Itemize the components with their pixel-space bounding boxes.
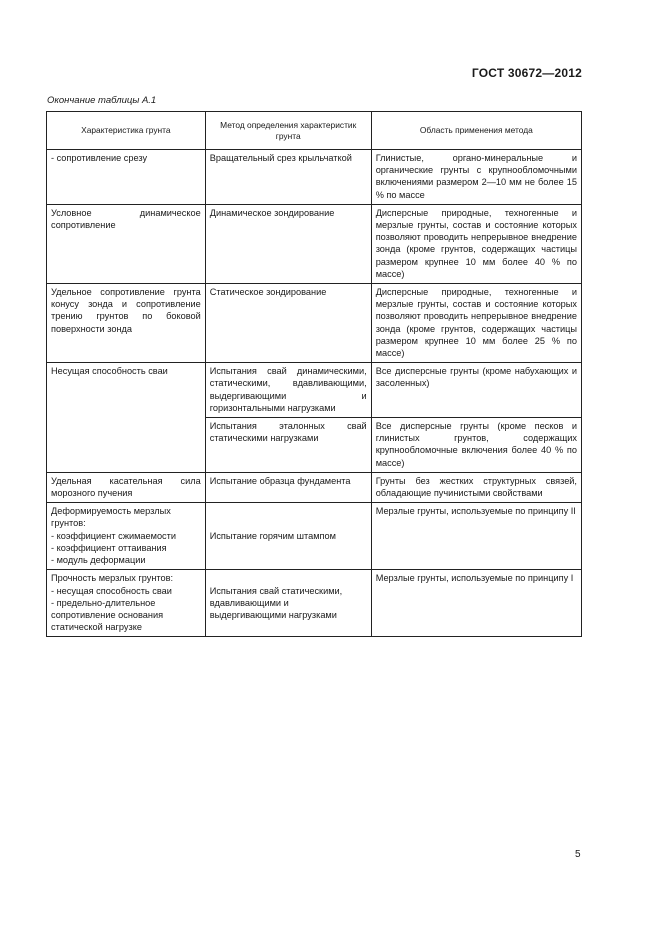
cell-characteristic: - сопротивление срезу [47, 150, 206, 205]
column-header-area: Область применения метода [371, 112, 581, 150]
table-row [47, 284, 582, 363]
cell-characteristic [47, 570, 206, 637]
characteristic-line: Деформируемость мерзлых грунтов: [51, 506, 171, 529]
cell-method: Динамическое зондирование [205, 204, 371, 283]
cell-area: Мерзлые грунты, используемые по принципу I [371, 570, 581, 637]
cell-characteristic: Несущая способность сваи [47, 363, 206, 473]
cell-method: Испытания свай статическими, вдавливающими и выдергивающими нагрузками [205, 570, 371, 637]
cell-area: Мерзлые грунты, используемые по принципу II [371, 503, 581, 570]
cell-method: Статическое зондирование [205, 284, 371, 363]
table-header-row [47, 112, 582, 150]
cell-characteristic: Удельное сопротивление грунта конусу зонда и сопротивление трению грунтов по боковой поверхности зонда [47, 284, 206, 363]
table-row [47, 150, 582, 205]
characteristic-line: - несущая способность сваи [51, 585, 172, 596]
table-row [47, 570, 582, 637]
characteristic-line: - коэффициент оттаивания [51, 542, 167, 553]
table-row [47, 503, 582, 570]
column-header-characteristic: Характеристика грунта [47, 112, 206, 150]
cell-area: Дисперсные природные, техногенные и мерзлые грунты, состав и состояние которых позволяют проводить непрерывное внедрение зонда (кроме грунтов, содержащих частицы размером крупнее 10 мм более 25 % по массе) [371, 284, 581, 363]
cell-characteristic [47, 503, 206, 570]
characteristic-line: - модуль деформации [51, 555, 146, 566]
methods-table [46, 111, 582, 637]
cell-area: Все дисперсные грунты (кроме набухающих и засоленных) [371, 363, 581, 418]
table-row [47, 472, 582, 502]
table-row [47, 363, 582, 418]
standard-number: ГОСТ 30672—2012 [471, 66, 582, 80]
cell-characteristic: Удельная касательная сила морозного пучения [47, 472, 206, 502]
characteristic-line: Прочность мерзлых грунтов: [51, 573, 174, 584]
column-header-method: Метод определения характеристик грунта [205, 112, 371, 150]
cell-area: Все дисперсные грунты (кроме песков и глинистых грунтов, содержащих крупнообломочные включения более 40 % по массе) [371, 418, 581, 473]
cell-characteristic: Условное динамическое сопротивление [47, 204, 206, 283]
table-caption: Окончание таблицы А.1 [47, 95, 157, 106]
characteristic-line: - коэффициент сжимаемости [51, 530, 176, 541]
cell-method: Испытания свай динамическими, статическими, вдавливающими, выдергивающими и горизонтальными нагрузками [205, 363, 371, 418]
cell-area: Грунты без жестких структурных связей, обладающие пучинистыми свойствами [371, 472, 581, 502]
cell-method: Испытание образца фундамента [205, 472, 371, 502]
cell-method: Испытание горячим штампом [205, 503, 371, 570]
page-number: 5 [575, 849, 581, 860]
cell-method: Вращательный срез крыльчаткой [205, 150, 371, 205]
cell-method: Испытания эталонных свай статическими нагрузками [205, 418, 371, 473]
table-row [47, 204, 582, 283]
cell-area: Глинистые, органо-минеральные и органические грунты с крупнообломочными включениями размером 2—10 мм не более 15 % по массе [371, 150, 581, 205]
cell-area: Дисперсные природные, техногенные и мерзлые грунты, состав и состояние которых позволяют проводить непрерывное внедрение зонда (кроме грунтов, содержащих частицы размером крупнее 10 мм более 40 % по массе) [371, 204, 581, 283]
characteristic-line: - предельно-длительное сопротивление основания статической нагрузке [51, 597, 164, 633]
